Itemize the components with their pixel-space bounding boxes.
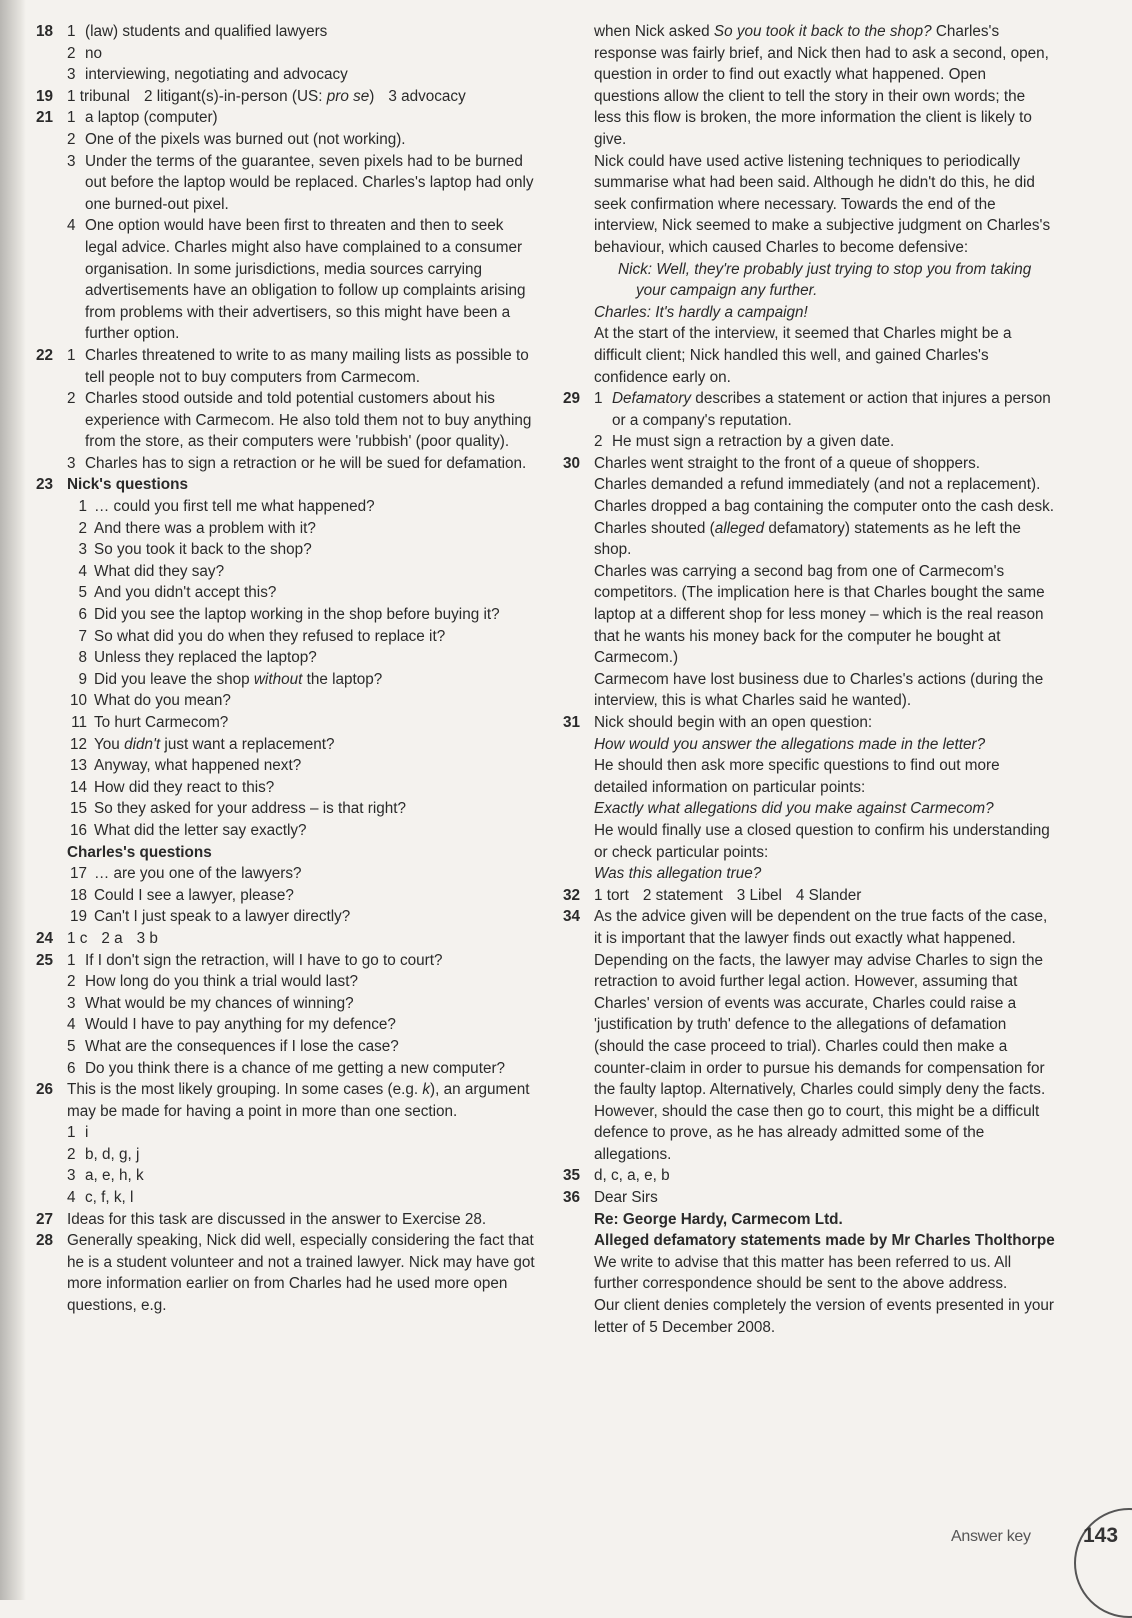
exercise-number: 36	[563, 1189, 581, 1207]
exercise-36	[563, 1187, 1055, 1338]
exercise-29	[563, 388, 1055, 453]
answer-item: 1 a laptop (computer)	[67, 109, 218, 127]
paragraph: As the advice given will be dependent on the true facts of the case, it is important that the lawyer finds out exactly what happened. Depending on the facts, the lawyer may advise Charles to sign the retraction to avoid further legal action. However, assuming that Charles' version of events was accurate, Charles could raise a 'justification by truth' defence to the allegations of defamation (should the case proceed to trial). Charles could then make a counter-claim in order to pursue his demands for compensation for the faulty laptop. Alternatively, Charles could simply deny the facts. However, should the case then go to court, this might be a difficult defence to prove, as he has already admitted some of the allegations.	[594, 908, 1048, 1163]
question-item: 4 What did they say?	[78, 562, 225, 580]
exercise-26	[36, 1079, 536, 1209]
answer-item: 4 One option would have been first to threaten and then to seek legal advice. Charles might also have complained to a consumer organisation. In some jurisdictions, media sources carrying advertisements have an obligation to follow up complaints arising from problems with their advertisers, so this might have been a further option.	[67, 217, 526, 343]
answer-item: 2 no	[67, 44, 103, 62]
question-item: 4 Would I have to pay anything for my defence?	[67, 1016, 396, 1034]
answer-item: 1 (law) students and qualified lawyers	[67, 23, 328, 40]
exercise-number: 21	[36, 109, 54, 127]
exercise-28-continued	[563, 21, 1055, 388]
page-gutter-shadow	[0, 0, 26, 1600]
exercise-32: 32 1 tort 2 statement 3 Libel 4 Slander	[563, 885, 1055, 907]
paragraph: Carmecom have lost business due to Charles's actions (during the interview, this is what Charles said he wanted).	[594, 670, 1044, 710]
question-item: 5 What are the consequences if I lose the case?	[67, 1037, 399, 1055]
exercise-34	[563, 906, 1055, 1165]
question-item: 16 What did the letter say exactly?	[69, 821, 307, 839]
question-item: 9 Did you leave the shop without the laptop?	[78, 670, 383, 688]
answer-item: 3 a, e, h, k	[67, 1167, 144, 1185]
paragraph: Charles demanded a refund immediately (and not a replacement).	[594, 476, 1041, 494]
letter-salutation: Dear Sirs	[594, 1189, 658, 1207]
exercise-31	[563, 712, 1055, 885]
question-item: 1 … could you first tell me what happened?	[78, 498, 375, 516]
answer-item: 1 Charles threatened to write to as many mailing lists as possible to tell people not to buy computers from Carmecom.	[67, 346, 529, 386]
letter-re-line: Re: George Hardy, Carmecom Ltd.	[594, 1210, 843, 1228]
paragraph: Generally speaking, Nick did well, especially considering the fact that he is a student volunteer and not a trained lawyer. Nick may have got more information earlier on from Charles had he used more open questions, e.g.	[67, 1232, 535, 1315]
paragraph: He would finally use a closed question to confirm his understanding or check particular points:	[594, 821, 1050, 861]
paragraph: He should then ask more specific questions to find out more detailed information on particular points:	[594, 757, 1000, 796]
question-item: 7 So what did you do when they refused to replace it?	[78, 627, 446, 645]
question-item: 6 Do you think there is a chance of me getting a new computer?	[67, 1059, 506, 1077]
answer-item: 1 Defamatory describes a statement or action that injures a person or a company's reputation.	[594, 390, 1051, 429]
subheading-charless-questions: Charles's questions	[67, 843, 212, 861]
subheading-nicks-questions: Nick's questions	[67, 476, 188, 494]
exercise-number: 22	[36, 346, 54, 364]
exercise-number: 25	[36, 951, 54, 969]
exercise-number: 30	[563, 454, 581, 472]
exercise-number: 34	[563, 908, 581, 926]
letter-paragraph: We write to advise that this matter has been referred to us. All further correspondence should be sent to the above address.	[594, 1253, 1012, 1293]
question-item: 14 How did they react to this?	[69, 778, 275, 796]
answer-item: 2 One of the pixels was burned out (not working).	[67, 130, 406, 148]
question-item: 12 You didn't just want a replacement?	[69, 735, 335, 753]
footer-section-label: Answer key	[951, 1528, 1031, 1545]
exercise-21	[36, 107, 536, 345]
exercise-number: 19	[36, 87, 54, 105]
dialogue-quote: Charles: It's hardly a campaign!	[594, 303, 808, 321]
exercise-number: 29	[563, 390, 581, 408]
paragraph: Charles was carrying a second bag from one of Carmecom's competitors. (The implication here is that Charles bought the same laptop at a different shop for less money – which is the real reason that he wants his money back for the computer he bought at Carmecom.)	[594, 562, 1045, 667]
question-item: 6 Did you see the laptop working in the shop before buying it?	[78, 606, 500, 624]
exercise-22	[36, 345, 536, 475]
example-question: Exactly what allegations did you make against Carmecom?	[594, 800, 994, 818]
example-question: Was this allegation true?	[594, 865, 762, 883]
exercise-number: 32	[563, 886, 581, 904]
exercise-number: 26	[36, 1081, 54, 1099]
paragraph: Charles shouted (alleged defamatory) statements as he left the shop.	[594, 519, 1021, 559]
letter-subject: Alleged defamatory statements made by Mr Charles Tholthorpe	[594, 1232, 1055, 1250]
question-item: 3 What would be my chances of winning?	[67, 994, 354, 1012]
question-item: 15 So they asked for your address – is that right?	[69, 800, 407, 818]
paragraph: At the start of the interview, it seemed that Charles might be a difficult client; Nick handled this well, and gained Charles's confidence early on.	[594, 325, 1012, 386]
exercise-number: 24	[36, 929, 54, 947]
exercise-number: 27	[36, 1210, 54, 1228]
question-item: 10 What do you mean?	[69, 692, 231, 710]
question-item: 1 If I don't sign the retraction, will I have to go to court?	[67, 951, 443, 969]
question-item: 13 Anyway, what happened next?	[69, 757, 302, 775]
exercise-24: 24 1 c 2 a 3 b	[36, 928, 536, 950]
page-number: 143	[1083, 1524, 1119, 1547]
question-item: 17 … are you one of the lawyers?	[69, 865, 302, 883]
exercise-27: 27 Ideas for this task are discussed in the answer to Exercise 28.	[36, 1209, 536, 1231]
question-item: 2 How long do you think a trial would last?	[67, 973, 358, 991]
question-item: 18 Could I see a lawyer, please?	[69, 886, 294, 904]
question-item: 11 To hurt Carmecom?	[71, 714, 229, 731]
example-question: How would you answer the allegations made in the letter?	[594, 735, 986, 753]
dialogue-quote: Nick: Well, they're probably just trying to stop you from taking your campaign any further.	[618, 260, 1032, 300]
answer-item: 3 Under the terms of the guarantee, seven pixels had to be burned out before the laptop would be replaced. Charles's laptop had only one burned-out pixel.	[67, 152, 534, 213]
exercise-19: 19 1 tribunal 2 litigant(s)-in-person (US: pro se) 3 advocacy	[36, 86, 536, 108]
exercise-28	[36, 1230, 536, 1316]
exercise-18	[36, 21, 536, 86]
question-item: 5 And you didn't accept this?	[78, 584, 277, 602]
question-item: 8 Unless they replaced the laptop?	[78, 649, 317, 667]
paragraph: Charles went straight to the front of a queue of shoppers.	[594, 454, 981, 472]
paragraph: Charles dropped a bag containing the computer onto the cash desk.	[594, 498, 1055, 516]
answer-item: 2 Charles stood outside and told potential customers about his experience with Carmecom. He also told them not to buy anything from the store, as their computers were 'rubbish' (poor quality).	[67, 390, 532, 451]
right-column	[563, 21, 1055, 1338]
question-item: 3 So you took it back to the shop?	[78, 541, 312, 559]
question-item: 19 Can't I just speak to a lawyer directly?	[69, 908, 351, 926]
answer-item: 2 He must sign a retraction by a given date.	[594, 433, 895, 451]
paragraph: Nick should begin with an open question:	[594, 714, 873, 731]
exercise-23	[36, 474, 536, 927]
exercise-number: 18	[36, 23, 54, 40]
exercise-30	[563, 453, 1055, 712]
exercise-number: 35	[563, 1167, 581, 1185]
exercise-35: 35 d, c, a, e, b	[563, 1165, 1055, 1187]
exercise-number: 23	[36, 476, 54, 494]
letter-paragraph: Our client denies completely the version of events presented in your letter of 5 December 2008.	[594, 1297, 1055, 1336]
left-column	[36, 21, 536, 1317]
exercise-25	[36, 950, 536, 1080]
answer-item: 1 i	[67, 1124, 89, 1142]
exercise-number: 31	[563, 714, 581, 731]
answer-item: 4 c, f, k, l	[67, 1189, 134, 1207]
exercise-number: 28	[36, 1232, 54, 1250]
answer-item: 3 interviewing, negotiating and advocacy	[67, 66, 348, 84]
exercise-intro: This is the most likely grouping. In some cases (e.g. k), an argument may be made for having a point in more than one section.	[67, 1081, 530, 1120]
question-item: 2 And there was a problem with it?	[78, 519, 316, 537]
answer-item: 3 Charles has to sign a retraction or he will be sued for defamation.	[67, 454, 527, 472]
paragraph: Nick could have used active listening techniques to periodically summarise what had been said. Although he didn't do this, he did seek confirmation where necessary. Towards the end of the interview, Nick seemed to make a subjective judgment on Charles's behaviour, which caused Charles to become defensive:	[594, 152, 1051, 256]
paragraph: when Nick asked So you took it back to the shop? Charles's response was fairly brief, and Nick then had to ask a second, open, question in order to find out exactly what happened. Open questions allow the client to tell the story in their own words; the less this flow is broken, the more information the client is likely to give.	[594, 23, 1049, 148]
answer-item: 2 b, d, g, j	[67, 1145, 140, 1163]
